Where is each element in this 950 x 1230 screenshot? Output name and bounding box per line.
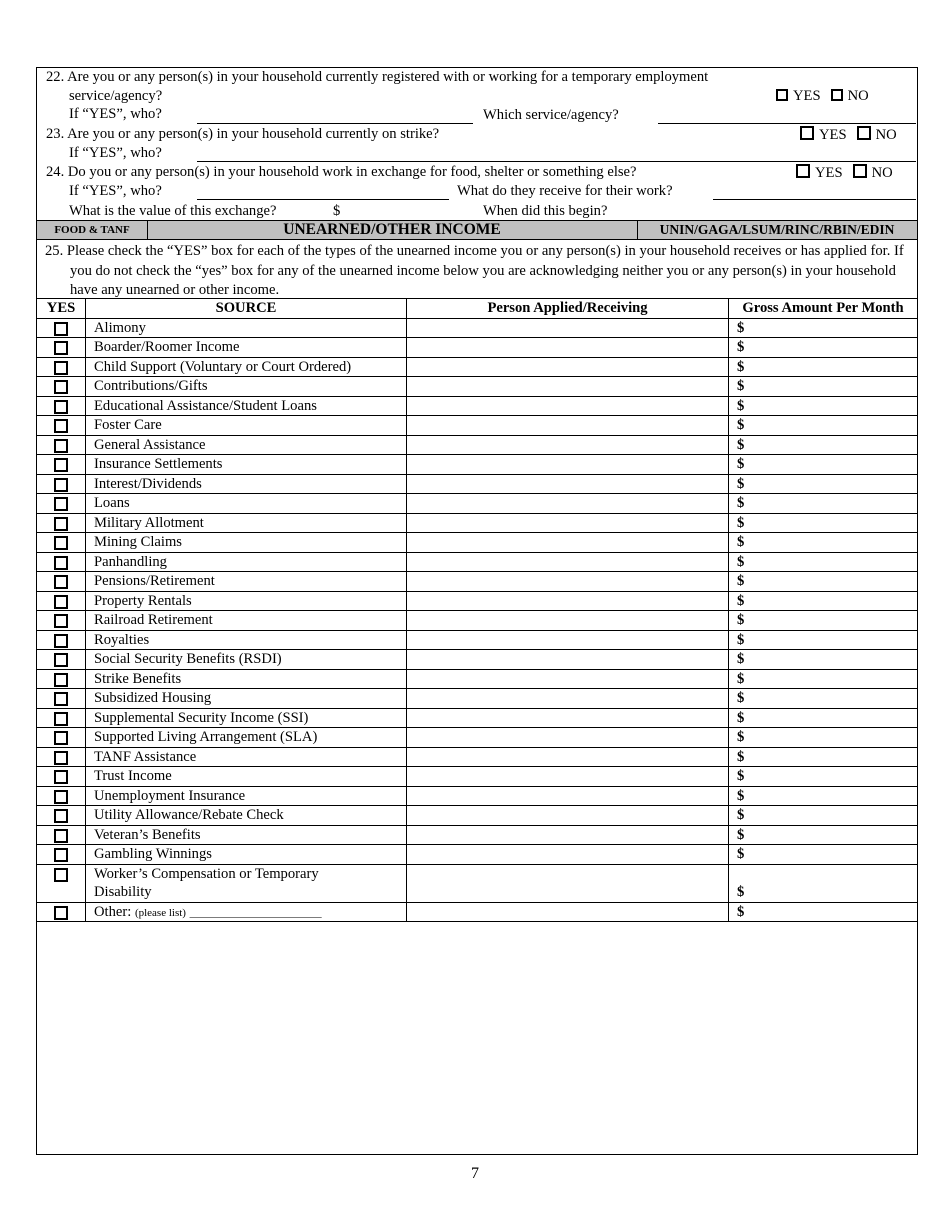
yes-checkbox[interactable]: [54, 868, 68, 882]
q24-who-label: If “YES”, who?: [69, 183, 162, 199]
q22-yes-checkbox[interactable]: [776, 89, 788, 101]
yes-checkbox[interactable]: [54, 634, 68, 648]
amount-cell[interactable]: [729, 767, 917, 786]
table-row: [37, 592, 917, 612]
amount-cell[interactable]: [729, 397, 917, 416]
q24-no-label: NO: [871, 165, 893, 181]
source-cell: Military Allotment: [86, 514, 407, 533]
source-cell: Loans: [86, 494, 407, 513]
amount-cell[interactable]: [729, 455, 917, 474]
person-cell[interactable]: [407, 319, 729, 338]
source-cell: Royalties: [86, 631, 407, 650]
amount-cell[interactable]: [729, 592, 917, 611]
header-yes: YES: [37, 299, 86, 318]
amount-cell[interactable]: [729, 514, 917, 533]
q22-question-cont: service/agency?: [69, 88, 163, 104]
person-cell[interactable]: [407, 611, 729, 630]
amount-cell[interactable]: [729, 436, 917, 455]
source-cell: [86, 903, 407, 922]
currency-symbol: $: [737, 319, 745, 336]
person-cell[interactable]: [407, 592, 729, 611]
yes-checkbox[interactable]: [54, 809, 68, 823]
person-cell[interactable]: [407, 377, 729, 396]
person-cell[interactable]: [407, 494, 729, 513]
q22-question: 22. Are you or any person(s) in your household currently registered with or working for a temporary employment: [46, 69, 709, 85]
amount-cell[interactable]: [729, 475, 917, 494]
table-row: [37, 787, 917, 807]
yes-cell: [37, 670, 86, 689]
amount-cell[interactable]: [729, 903, 917, 922]
person-cell[interactable]: [407, 397, 729, 416]
table-row-workers-comp: [37, 865, 917, 903]
yes-cell: [37, 494, 86, 513]
currency-symbol: $: [737, 612, 745, 628]
yes-checkbox[interactable]: [54, 653, 68, 667]
table-row: [37, 748, 917, 768]
yes-cell: [37, 514, 86, 533]
q24-yes-label: YES: [815, 165, 843, 181]
source-cell: TANF Assistance: [86, 748, 407, 767]
source-cell: Foster Care: [86, 416, 407, 435]
income-rows: [37, 319, 917, 865]
person-cell[interactable]: [407, 826, 729, 845]
table-row: [37, 358, 917, 378]
yes-checkbox[interactable]: [54, 419, 68, 433]
yes-cell: [37, 650, 86, 669]
yes-cell: [37, 533, 86, 552]
currency-symbol: $: [737, 339, 745, 355]
currency-symbol: $: [737, 417, 745, 433]
person-cell[interactable]: [407, 338, 729, 357]
table-row: [37, 631, 917, 651]
table-row: [37, 767, 917, 787]
yes-checkbox[interactable]: [54, 497, 68, 511]
source-cell: Gambling Winnings: [86, 845, 407, 864]
currency-symbol: $: [737, 495, 745, 511]
table-row: [37, 338, 917, 358]
yes-checkbox[interactable]: [54, 478, 68, 492]
source-cell: Property Rentals: [86, 592, 407, 611]
currency-symbol: $: [737, 358, 745, 375]
currency-symbol: $: [737, 670, 745, 687]
table-row: [37, 319, 917, 339]
amount-cell[interactable]: [729, 709, 917, 728]
other-hint: (please list): [134, 906, 186, 919]
currency-symbol: $: [737, 807, 745, 823]
yes-cell: [37, 475, 86, 494]
other-blank[interactable]: ________________________: [189, 906, 322, 919]
amount-cell[interactable]: [729, 631, 917, 650]
table-row-other: [37, 903, 917, 923]
q24-begin-label: When did this begin?: [483, 203, 608, 219]
currency-symbol: $: [737, 787, 745, 804]
table-row: [37, 728, 917, 748]
q22-no-checkbox[interactable]: [831, 89, 843, 101]
q24-receive-label: What do they receive for their work?: [457, 183, 673, 199]
source-cell: Child Support (Voluntary or Court Ordered): [86, 358, 407, 377]
currency-symbol: $: [737, 768, 745, 784]
source-cell: Railroad Retirement: [86, 611, 407, 630]
q22-yes-label: YES: [793, 88, 821, 104]
person-cell[interactable]: [407, 631, 729, 650]
section-codes: UNIN/GAGA/LSUM/RINC/RBIN/EDIN: [659, 222, 895, 237]
table-row: [37, 455, 917, 475]
currency-symbol: $: [737, 378, 745, 394]
yes-cell: [37, 865, 86, 902]
table-row: [37, 533, 917, 553]
q24-value-dollar: $: [333, 203, 341, 219]
currency-symbol: $: [737, 456, 745, 472]
yes-cell: [37, 553, 86, 572]
currency-symbol: $: [737, 553, 745, 570]
source-cell: [86, 865, 407, 902]
source-cell: Social Security Benefits (RSDI): [86, 650, 407, 669]
currency-symbol: $: [737, 397, 745, 414]
workers-comp-line2: Disability: [94, 884, 152, 900]
q22-no-label: NO: [847, 88, 869, 104]
table-row: [37, 806, 917, 826]
amount-cell[interactable]: [729, 845, 917, 864]
q23-who-field[interactable]: [197, 161, 916, 162]
yes-cell: [37, 358, 86, 377]
yes-checkbox[interactable]: [54, 458, 68, 472]
yes-checkbox[interactable]: [54, 614, 68, 628]
yes-checkbox[interactable]: [54, 556, 68, 570]
source-cell: Mining Claims: [86, 533, 407, 552]
source-cell: Alimony: [86, 319, 407, 338]
source-cell: Supplemental Security Income (SSI): [86, 709, 407, 728]
amount-cell[interactable]: [729, 338, 917, 357]
amount-cell[interactable]: [729, 748, 917, 767]
source-cell: Contributions/Gifts: [86, 377, 407, 396]
yes-checkbox[interactable]: [54, 848, 68, 862]
income-table: [37, 298, 917, 922]
yes-cell: [37, 709, 86, 728]
amount-cell[interactable]: [729, 806, 917, 825]
source-cell: Educational Assistance/Student Loans: [86, 397, 407, 416]
person-cell[interactable]: [407, 689, 729, 708]
source-cell: Unemployment Insurance: [86, 787, 407, 806]
q22-who-field[interactable]: [197, 123, 473, 124]
currency-symbol: $: [737, 846, 745, 862]
source-cell: Subsidized Housing: [86, 689, 407, 708]
q22-which-field[interactable]: [658, 123, 916, 124]
amount-cell[interactable]: [729, 670, 917, 689]
amount-cell[interactable]: [729, 689, 917, 708]
yes-cell: [37, 845, 86, 864]
amount-cell[interactable]: [729, 826, 917, 845]
currency-symbol: $: [737, 534, 745, 550]
person-cell[interactable]: [407, 572, 729, 591]
currency-symbol: $: [737, 690, 745, 706]
table-header-row: [37, 299, 917, 319]
section-header-bar: [37, 220, 917, 240]
yes-cell: [37, 319, 86, 338]
yes-cell: [37, 748, 86, 767]
yes-checkbox[interactable]: [54, 400, 68, 414]
q23-question: 23. Are you or any person(s) in your household currently on strike?: [46, 126, 440, 142]
section-title: UNEARNED/OTHER INCOME: [147, 221, 638, 239]
person-cell[interactable]: [407, 903, 729, 922]
q24-yes-checkbox[interactable]: [796, 164, 810, 178]
q24-question: 24. Do you or any person(s) in your household work in exchange for food, shelter or something else?: [46, 164, 637, 180]
currency-symbol: $: [737, 826, 745, 843]
person-cell[interactable]: [407, 670, 729, 689]
person-cell[interactable]: [407, 436, 729, 455]
yes-checkbox[interactable]: [54, 575, 68, 589]
amount-cell[interactable]: [729, 553, 917, 572]
q23-yes-label: YES: [819, 127, 847, 143]
section-program: FOOD & TANF: [37, 221, 148, 239]
table-row: [37, 416, 917, 436]
amount-cell[interactable]: [729, 494, 917, 513]
table-row: [37, 826, 917, 846]
yes-cell: [37, 728, 86, 747]
source-cell: Pensions/Retirement: [86, 572, 407, 591]
yes-checkbox[interactable]: [54, 731, 68, 745]
yes-cell: [37, 903, 86, 922]
yes-checkbox[interactable]: [54, 692, 68, 706]
yes-checkbox[interactable]: [54, 673, 68, 687]
yes-checkbox[interactable]: [54, 829, 68, 843]
q24-who-field[interactable]: [197, 199, 449, 200]
person-cell[interactable]: [407, 845, 729, 864]
person-cell[interactable]: [407, 728, 729, 747]
person-cell[interactable]: [407, 416, 729, 435]
table-row: [37, 553, 917, 573]
table-row: [37, 494, 917, 514]
person-cell[interactable]: [407, 650, 729, 669]
source-cell: Insurance Settlements: [86, 455, 407, 474]
q23-yes-no: [800, 126, 897, 144]
currency-symbol: $: [737, 573, 745, 589]
yes-checkbox[interactable]: [54, 380, 68, 394]
table-row: [37, 670, 917, 690]
yes-checkbox[interactable]: [54, 751, 68, 765]
yes-checkbox[interactable]: [54, 595, 68, 609]
yes-cell: [37, 377, 86, 396]
currency-symbol: $: [737, 651, 745, 667]
header-source: SOURCE: [86, 299, 407, 318]
q24-yes-no: [796, 164, 893, 182]
yes-cell: [37, 592, 86, 611]
q22-which-label: Which service/agency?: [483, 107, 619, 123]
page-number: 7: [471, 1165, 479, 1182]
source-cell: Panhandling: [86, 553, 407, 572]
table-row: [37, 475, 917, 495]
table-row: [37, 436, 917, 456]
amount-cell[interactable]: [729, 319, 917, 338]
table-row: [37, 611, 917, 631]
q23-no-label: NO: [875, 127, 897, 143]
q23-no-checkbox[interactable]: [857, 126, 871, 140]
header-person: Person Applied/Receiving: [407, 299, 729, 318]
amount-cell[interactable]: [729, 650, 917, 669]
person-cell[interactable]: [407, 358, 729, 377]
table-row: [37, 845, 917, 865]
person-cell[interactable]: [407, 865, 729, 902]
workers-comp-line1: Worker’s Compensation or Temporary: [94, 865, 319, 882]
person-cell[interactable]: [407, 767, 729, 786]
yes-cell: [37, 806, 86, 825]
q24-no-checkbox[interactable]: [853, 164, 867, 178]
yes-cell: [37, 611, 86, 630]
currency-symbol: $: [737, 436, 745, 453]
q25-instructions: 25. Please check the “YES” box for each of the types of the unearned income you or any person(s) in your household receives or has applied for. If you do not check the “yes” box for any of the unearned income below you are acknowledging neither you or any person(s) in your household have any unearned or other income.: [45, 243, 904, 298]
person-cell[interactable]: [407, 533, 729, 552]
yes-checkbox[interactable]: [54, 341, 68, 355]
yes-cell: [37, 416, 86, 435]
yes-checkbox[interactable]: [54, 439, 68, 453]
currency-symbol: $: [737, 475, 745, 492]
yes-checkbox[interactable]: [54, 790, 68, 804]
table-row: [37, 377, 917, 397]
person-cell[interactable]: [407, 514, 729, 533]
yes-cell: [37, 826, 86, 845]
currency-symbol: $: [737, 592, 745, 609]
yes-cell: [37, 572, 86, 591]
person-cell[interactable]: [407, 748, 729, 767]
currency-symbol: $: [737, 883, 745, 900]
amount-cell[interactable]: [729, 611, 917, 630]
yes-checkbox[interactable]: [54, 322, 68, 336]
person-cell[interactable]: [407, 475, 729, 494]
amount-cell[interactable]: [729, 377, 917, 396]
currency-symbol: $: [737, 729, 745, 745]
amount-cell[interactable]: [729, 787, 917, 806]
amount-cell[interactable]: [729, 572, 917, 591]
source-cell: General Assistance: [86, 436, 407, 455]
yes-cell: [37, 689, 86, 708]
currency-symbol: $: [737, 748, 745, 765]
amount-cell[interactable]: [729, 865, 917, 902]
yes-checkbox[interactable]: [54, 906, 68, 920]
person-cell[interactable]: [407, 806, 729, 825]
table-row: [37, 709, 917, 729]
q22-who-label: If “YES”, who?: [69, 106, 162, 122]
amount-cell[interactable]: [729, 358, 917, 377]
source-cell: Boarder/Roomer Income: [86, 338, 407, 357]
source-cell: Veteran’s Benefits: [86, 826, 407, 845]
table-row: [37, 397, 917, 417]
yes-checkbox[interactable]: [54, 770, 68, 784]
yes-cell: [37, 767, 86, 786]
person-cell[interactable]: [407, 455, 729, 474]
q22-yes-no: [776, 88, 869, 105]
q24-value-label: What is the value of this exchange?: [69, 203, 277, 219]
q23-yes-checkbox[interactable]: [800, 126, 814, 140]
yes-checkbox[interactable]: [54, 536, 68, 550]
person-cell[interactable]: [407, 553, 729, 572]
amount-cell[interactable]: [729, 728, 917, 747]
table-row: [37, 689, 917, 709]
currency-symbol: $: [737, 631, 745, 648]
person-cell[interactable]: [407, 787, 729, 806]
table-row: [37, 572, 917, 592]
yes-checkbox[interactable]: [54, 712, 68, 726]
currency-symbol: $: [737, 903, 745, 920]
yes-checkbox[interactable]: [54, 517, 68, 531]
source-cell: Trust Income: [86, 767, 407, 786]
table-row: [37, 650, 917, 670]
yes-cell: [37, 787, 86, 806]
currency-symbol: $: [737, 514, 745, 531]
source-cell: Utility Allowance/Rebate Check: [86, 806, 407, 825]
currency-symbol: $: [737, 709, 745, 726]
source-cell: Supported Living Arrangement (SLA): [86, 728, 407, 747]
yes-cell: [37, 455, 86, 474]
yes-cell: [37, 631, 86, 650]
q24-receive-field[interactable]: [713, 199, 916, 200]
q23-who-label: If “YES”, who?: [69, 145, 162, 161]
amount-cell[interactable]: [729, 416, 917, 435]
yes-checkbox[interactable]: [54, 361, 68, 375]
yes-cell: [37, 397, 86, 416]
amount-cell[interactable]: [729, 533, 917, 552]
header-amount: Gross Amount Per Month: [742, 300, 904, 316]
person-cell[interactable]: [407, 709, 729, 728]
other-label: Other:: [94, 903, 132, 920]
yes-cell: [37, 338, 86, 357]
source-cell: Interest/Dividends: [86, 475, 407, 494]
yes-cell: [37, 436, 86, 455]
source-cell: Strike Benefits: [86, 670, 407, 689]
table-row: [37, 514, 917, 534]
